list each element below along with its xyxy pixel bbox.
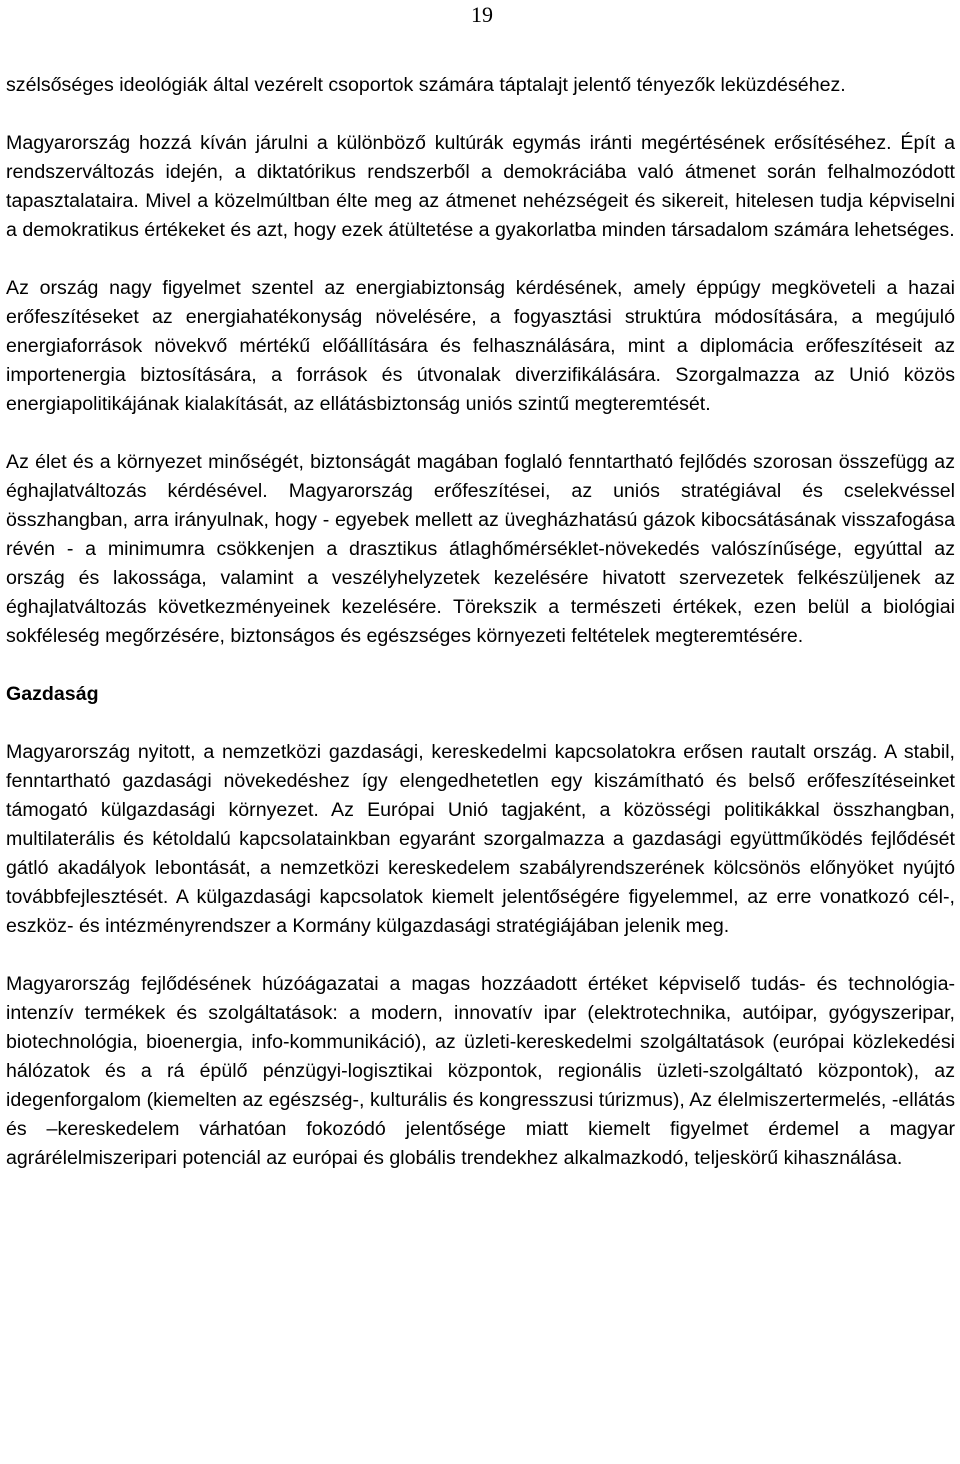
paragraph-energy-security: Az ország nagy figyelmet szentel az energiabiztonság kérdésének, amely éppúgy megköveteli a hazai erőfeszítéseket az energiahatékonyság növelésére, a fogyasztási struktúra módosítására, a megújuló energiaforrások növekvő mértékű előállítására és felhasználására, mint a diplomácia erőfeszítéseit az importenergia biztosítására, a források és útvonalak diverzifikálására. Szorgalmazza az Unió közös energiapolitikájának kialakítását, az ellátásbiztonság uniós szintű megteremtését. [6, 277, 955, 415]
document-body [6, 71, 955, 1173]
paragraph-economic-relations: Magyarország nyitott, a nemzetközi gazdasági, kereskedelmi kapcsolatokra erősen rautalt ország. A stabil, fenntartható gazdasági növekedéshez így elengedhetetlen egy kiszámítható és belső erőfeszítéseinket támogató külgazdasági környezet. Az Európai Unió tagjaként, a közösségi politikákkal összhangban, multilaterális és kétoldalú kapcsolatainkban egyaránt szorgalmazza a gazdasági együttműködés fejlődését gátló akadályok lebontását, a nemzetközi kereskedelem szabályrendszerének kölcsönös előnyöket nyújtó továbbfejlesztését. A külgazdasági kapcsolatok kiemelt jelentőségére figyelemmel, az erre vonatkozó cél-, eszköz- és intézményrendszer a Kormány külgazdasági stratégiájában jelenik meg. [6, 741, 955, 937]
paragraph-cultural-understanding: Magyarország hozzá kíván járulni a különböző kultúrák egymás iránti megértésének erősítéséhez. Épít a rendszerváltozás idején, a diktatórikus rendszerből a demokráciába való átmenet során felhalmozódott tapasztalataira. Mivel a közelmúltban élte meg az átmenet nehézségeit és sikereit, hitelesen tudja képviselni a demokratikus értékeket és azt, hogy ezek átültetése a gyakorlatba minden társadalom számára lehetséges. [6, 132, 955, 241]
page-number: 19 [471, 2, 493, 27]
paragraph-growth-sectors: Magyarország fejlődésének húzóágazatai a magas hozzáadott értéket képviselő tudás- és technológia-intenzív termékek és szolgáltatások: a modern, innovatív ipar (elektrotechnika, autóipar, gyógyszeripar, biotechnológia, bioenergia, info-kommunikáció), az üzleti-kereskedelmi szolgáltatások (európai közlekedési hálózatok és a rá épülő pénzügyi-logisztikai központok, regionális üzleti-szolgáltató központok), az idegenforgalom (kiemelten az egészség-, kulturális és kongresszusi túrizmus), Az élelmiszertermelés, -ellátás és –kereskedelem várhatóan fokozódó jelentősége miatt kiemelt figyelmet érdemel a magyar agrárélelmiszeripari potenciál az európai és globális trendekhez alkalmazkodó, teljeskörű kihasználása. [6, 973, 955, 1169]
paragraph-extremism: szélsőséges ideológiák által vezérelt csoportok számára táptalajt jelentő tényezők leküzdéséhez. [6, 74, 846, 96]
paragraph-climate-change: Az élet és a környezet minőségét, biztonságát magában foglaló fenntartható fejlődés szorosan összefügg az éghajlatváltozás kérdésével. Magyarország erőfeszítései, az uniós stratégiával és cselekvéssel összhangban, arra irányulnak, hogy - egyebek mellett az üvegházhatású gázok kibocsátásának visszafogása révén - a minimumra csökkenjen a drasztikus átlaghőmérséklet-növekedés valószínűsége, egyúttal az ország és lakossága, valamint a veszélyhelyzetek kezelésére hivatott szervezetek felkészüljenek az éghajlatváltozás következményeinek kezelésére. Törekszik a természeti értékek, ezen belül a biológiai sokféleség megőrzésére, biztonságos és egészséges környezeti feltételek megteremtésére. [6, 451, 955, 647]
section-heading-economy: Gazdaság [6, 683, 99, 705]
